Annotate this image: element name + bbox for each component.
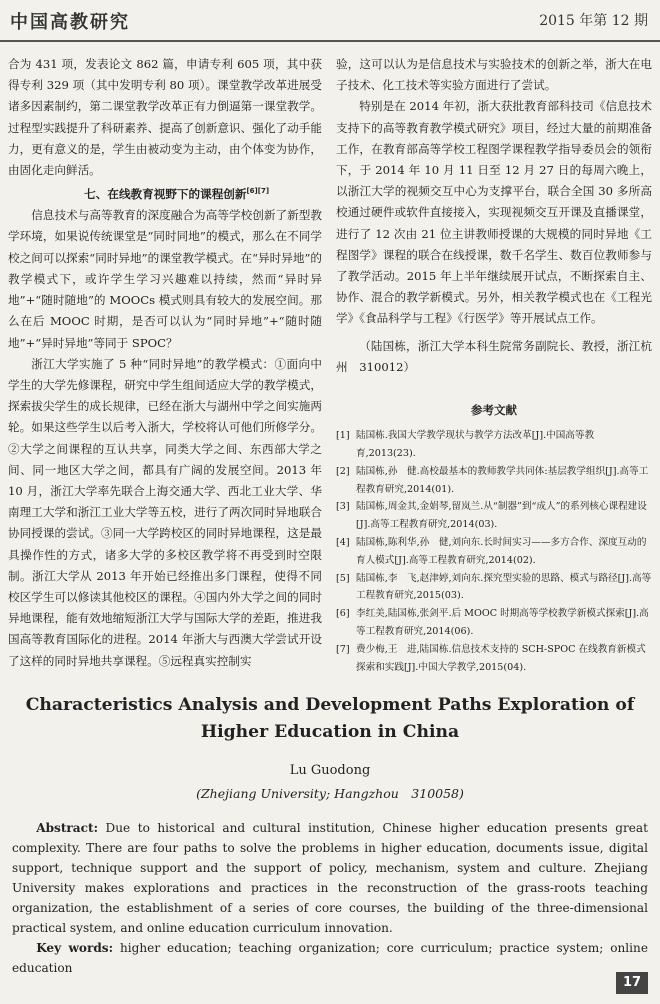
reference-number: [5]: [336, 572, 350, 584]
left-column: [8, 54, 322, 672]
reference-item: [336, 427, 652, 463]
reference-text: 陆国栋,李 飞,赵津婷,刘向东.探究型实验的思路、模式与路径[J].高等工程教育研究,2015(03).: [356, 572, 652, 602]
reference-number: [6]: [336, 608, 350, 620]
author-note: （陆国栋，浙江大学本科生院常务副院长、教授，浙江杭州 310012）: [336, 338, 652, 374]
page-number: 17: [616, 972, 648, 994]
reference-item: [336, 641, 652, 677]
english-affiliation: (Zhejiang University; Hangzhou 310058): [196, 786, 464, 801]
keywords-label: Key words:: [36, 941, 114, 955]
reference-number: [1]: [336, 430, 350, 442]
reference-text: 费少梅,王 进,陆国栋.信息技术支持的 SCH-SPOC 在线教育新模式探索和实践[J].中国大学教学,2015(04).: [356, 643, 646, 673]
reference-text: 陆国栋.我国大学教学现状与教学方法改革[J].中国高等教育,2013(23).: [356, 430, 595, 460]
reference-number: [4]: [336, 537, 350, 549]
reference-text: 陆国栋,孙 健.高校最基本的教师教学共同体:基层教学组织[J].高等工程教育研究,2014(01).: [356, 465, 649, 495]
english-title: [0, 692, 660, 746]
issue-label: 2015 年第 12 期: [539, 13, 648, 29]
reference-item: [336, 463, 652, 499]
abstract-label: Abstract:: [36, 821, 99, 835]
header-rule: [0, 40, 660, 42]
paragraph: 合为 431 项，发表论文 862 篇，申请专利 605 项，其中获得专利 329 项（其中发明专利 80 项）。课堂教学改革进展受诸多因素制约，第二课堂教学改革正有力倒逼第一课堂教学。过程型实践提升了科研素养、提高了创新意识、强化了动手能力，更有意义的是，学生由被动变为主动，由个体变为协作，由固化走向鲜活。: [8, 57, 322, 178]
references-title: 参考文献: [471, 403, 517, 418]
paragraph: 特别是在 2014 年初，浙大获批教育部科技司《信息技术支持下的高等教育教学模式研究》项目，经过大量的前期准备工作，在教育部高等学校工程图学课程教学指导委员会的领衔下，于 2014 年 10 月 11 日至 12 月 27 日的每周六晚上，以浙江大学的视频交互中心为支撑平台，联合全国 30 多所高校通过硬件或软件直接接入，实现视频交互开课及直播课堂，进行了 12 次由 21 位主讲教师授课的大规模的同时异地《工程图学》课程的联合在线授课，数千名学生、数百位教师参与了教学活动。2015 年上半年继续展开试点，不断探索自主、协作、混合的教学新模式。另外，相关教学模式也在《工程光学》《食品科学与工程》《行医学》等开展试点工作。: [336, 99, 652, 326]
journal-name: 中国高教研究: [10, 12, 130, 33]
english-title-line: Higher Education in China: [200, 722, 460, 742]
keywords-text: higher education; teaching organization; core curriculum; practice system; online education: [12, 941, 648, 975]
reference-text: 陆国栋,陈利华,孙 健,刘向东.长时间实习——多方合作、深度互动的育人模式[J].高等工程教育研究,2014(02).: [356, 537, 647, 566]
english-abstract: [12, 818, 648, 978]
section-heading-text: 七、在线教育视野下的课程创新: [84, 187, 247, 202]
reference-item: [336, 534, 652, 570]
reference-number: [2]: [336, 465, 350, 477]
reference-item: [336, 605, 652, 641]
reference-number: [7]: [336, 643, 350, 655]
page-header: [0, 0, 660, 44]
section-heading: [8, 181, 322, 205]
reference-item: [336, 498, 652, 534]
reference-text: 李红美,陆国栋,张剑平.后 MOOC 时期高等学校教学新模式探索[J].高等工程教育研究,2014(06).: [356, 608, 649, 638]
paragraph: 浙江大学实施了 5 种“同时异地”的教学模式：①面向中学生的大学先修课程，研究中学生组间适应大学的教学模式，探索拔尖学生的成长规律，已经在浙大与湖州中学之间实施两轮。如果这些学生以后考入浙大，学校将认可他们所修学分。②大学之间课程的互认共享，同类大学之间、东西部大学之间、同一地区大学之间，都具有广阔的发展空间。2013 年 10 月，浙江大学率先联合上海交通大学、西北工业大学、华南理工大学和浙江工业大学等五校，进行了两次同时异地联合协同授课的尝试。③同一大学跨校区的同时异地课程，这是最具操作性的方式，诸多大学的多校区教学将不再受到时空限制。浙江大学从 2013 年开始已经推出多门课程，使得不同校区学生可以修读其他校区的课程。④国内外大学之间的同时异地课程，能有效地缩短浙江大学与国际大学的差距，推进我国高等教育国际化的进程。2014 年浙大与西澳大学尝试开设了这样的同时异地共享课程。⑤远程真实控制实: [8, 356, 322, 668]
reference-text: 陆国栋,周金其,金娟琴,留岚兰.从“制器”到“成人”的系列核心课程建设[J].高等工程教育研究,2014(03).: [356, 501, 647, 531]
keywords-paragraph: [12, 938, 648, 978]
english-author: Lu Guodong: [289, 763, 371, 778]
abstract-paragraph: [12, 818, 648, 938]
reference-item: [336, 570, 652, 606]
section-citation: [6][7]: [246, 187, 270, 196]
paragraph: 信息技术与高等教育的深度融合为高等学校创新了新型教学环境，如果说传统课堂是“同时同地”的模式，那么在不同学校之间可以探索“同时异地”的课堂教学模式。在“异时异地”的教学模式下，或许学生学习兴趣难以持续，然而“异时异地”+“随时随地”的 MOOCs 模式则具有较大的发展空间。那么在后 MOOC 时期，是否可以认为“同时异地”+“随时随地”+“异时异地”等同于 SPOC？: [8, 208, 322, 350]
english-title-line: Characteristics Analysis and Development Paths Exploration of: [25, 695, 635, 715]
right-column: [336, 54, 652, 676]
reference-list: [336, 427, 652, 676]
abstract-text: Due to historical and cultural institution, Chinese higher education presents great complexity. There are four paths to solve the problems in higher education, documents issue, digital support, technique support and the support of policy, mechanism, system and culture. Zhejiang University makes explorations and practices in the reconstruction of the grass-roots teaching organization, the establishment of a series of core courses, the building of the three-dimensional practical system, and online education curriculum innovation.: [12, 821, 648, 935]
reference-number: [3]: [336, 501, 350, 513]
paragraph: 验，这可以认为是信息技术与实验技术的创新之举，浙大在电子技术、化工技术等实验方面进行了尝试。: [336, 57, 652, 93]
